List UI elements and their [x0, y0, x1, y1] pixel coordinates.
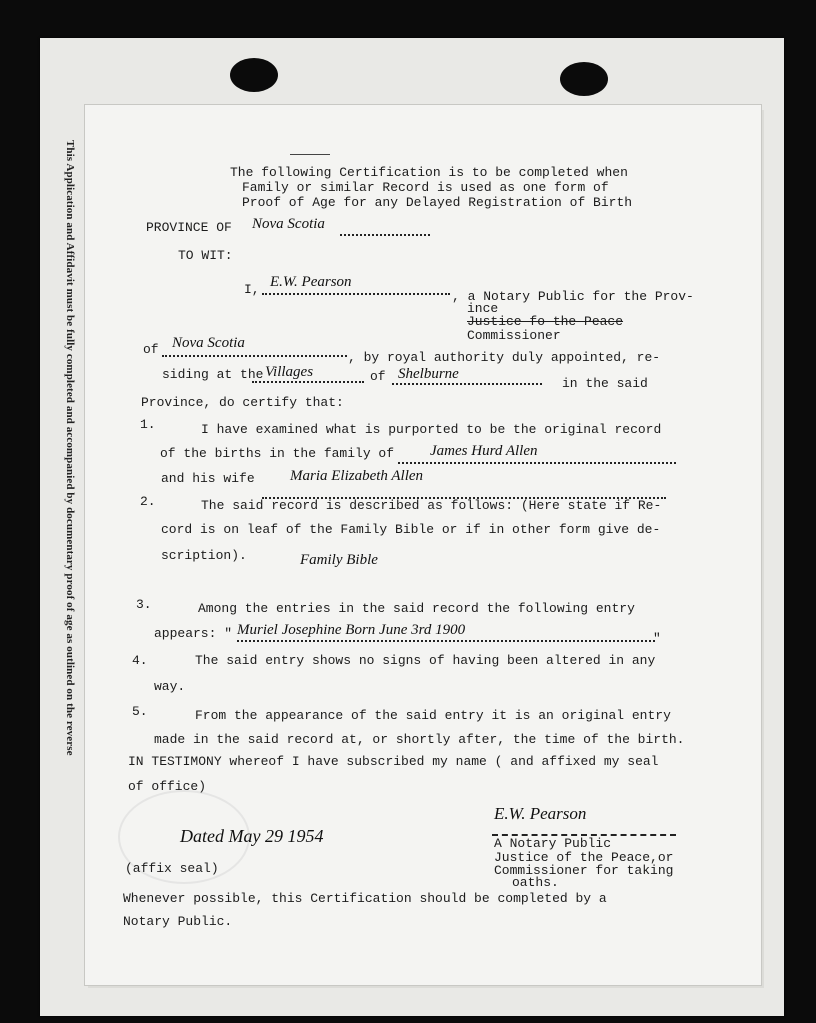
item-5-line-1: From the appearance of the said entry it is an original entry — [195, 708, 671, 723]
sign-block-line-2: Justice of the Peace,or — [494, 850, 674, 865]
sign-block-line-1: A Notary Public — [494, 836, 612, 851]
residing-value: Villages — [265, 364, 314, 380]
affix-seal-label: (affix seal) — [125, 861, 219, 876]
item-3-value: Muriel Josephine Born June 3rd 1900 — [237, 622, 466, 638]
to-wit: TO WIT: — [178, 248, 233, 263]
margin-note: This Application and Affidavit must be fully completed and accompanied by documentary proof of age as outlined on the reverse — [64, 140, 76, 756]
header-line-1: The following Certification is to be completed when — [230, 165, 628, 180]
item-2-line-1: The said record is described as follows: (Here state if Re- — [201, 498, 662, 513]
item-4-number: 4. — [132, 653, 148, 668]
item-4-line-2: way. — [154, 679, 186, 694]
item-3-line-2: appears: " — [154, 626, 233, 641]
residing-of: of — [370, 369, 386, 384]
province-certify: Province, do certify that: — [141, 395, 344, 410]
item-3-close-quote: " — [653, 631, 661, 646]
title-line-4: Commissioner — [467, 328, 561, 343]
residing-fill-line — [252, 381, 364, 383]
item-4-line-1: The said entry shows no signs of having been altered in any — [195, 653, 656, 668]
certifier-prefix: I, — [244, 282, 260, 297]
residing-suffix: in the said — [562, 376, 648, 391]
header-line-3: Proof of Age for any Delayed Registration of Birth — [242, 195, 633, 210]
signature: E.W. Pearson — [494, 804, 587, 823]
punch-hole — [230, 58, 278, 92]
sign-block-line-3: Commissioner for taking — [494, 863, 674, 878]
title-struck: Justice fo the Peace — [467, 314, 624, 329]
province-label: PROVINCE OF — [146, 220, 232, 235]
header-rule — [290, 154, 330, 155]
item-3-line-1: Among the entries in the said record the following entry — [198, 601, 635, 616]
residing-label: siding at the — [162, 367, 264, 382]
item-1-wife-value: Maria Elizabeth Allen — [290, 468, 424, 484]
item-5-number: 5. — [132, 704, 148, 719]
certifier-name: E.W. Pearson — [270, 274, 352, 290]
item-1-line-1: I have examined what is purported to be the original record — [201, 422, 662, 437]
certifier-fill-line — [262, 293, 450, 295]
item-2-value: Family Bible — [300, 552, 378, 568]
item-2-line-3: scription). — [161, 548, 247, 563]
of-fill-line — [162, 355, 347, 357]
item-1-line-3: and his wife — [161, 471, 255, 486]
province-value: Nova Scotia — [252, 216, 325, 232]
item-5-line-2: made in the said record at, or shortly after, the time of the birth. — [154, 732, 685, 747]
of-label: of — [143, 342, 159, 357]
item-1-family-value: James Hurd Allen — [430, 443, 538, 459]
item-2-line-2: cord is on leaf of the Family Bible or if in other form give de- — [161, 522, 661, 537]
sign-block-line-4: oaths. — [512, 875, 559, 890]
residing-place-fill-line — [392, 383, 542, 385]
appointed-text: , by royal authority duly appointed, re- — [348, 350, 661, 365]
item-3-number: 3. — [136, 597, 152, 612]
item-1-number: 1. — [140, 417, 156, 432]
dated-value: Dated May 29 1954 — [180, 826, 324, 846]
item-2-number: 2. — [140, 494, 156, 509]
item-3-fill-line — [237, 640, 655, 642]
punch-hole — [560, 62, 608, 96]
of-value: Nova Scotia — [172, 335, 245, 351]
footer-line-1: Whenever possible, this Certification should be completed by a — [123, 891, 607, 906]
title-line-2: ince — [467, 301, 499, 316]
testimony-line-1: IN TESTIMONY whereof I have subscribed my name ( and affixed my seal — [128, 754, 659, 769]
province-fill-line — [340, 234, 430, 236]
item-1-line-2: of the births in the family of — [160, 446, 395, 461]
residing-place: Shelburne — [398, 366, 459, 382]
footer-line-2: Notary Public. — [123, 914, 233, 929]
testimony-line-2: of office) — [128, 779, 207, 794]
header-line-2: Family or similar Record is used as one form of — [242, 180, 609, 195]
title-line-1: , a Notary Public for the Prov- — [452, 289, 694, 304]
item-1-family-fill-line — [398, 462, 676, 464]
